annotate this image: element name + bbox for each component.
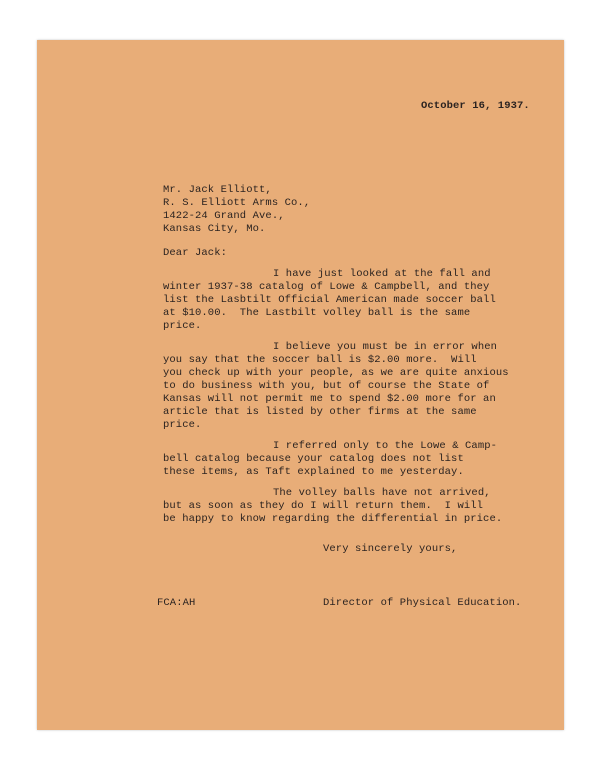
paragraph-1-line: list the Lasbtilt Official American made soccer ball xyxy=(163,294,496,306)
paragraph-2-line: price. xyxy=(163,419,202,431)
paragraph-2-line: I believe you must be in error when xyxy=(273,341,498,353)
paragraph-1-line: price. xyxy=(163,320,202,332)
paragraph-2-line: you say that the soccer ball is $2.00 more. Will xyxy=(163,354,477,366)
paragraph-2-line: you check up with your people, as we are quite anxious xyxy=(163,367,509,379)
address-line-1: Mr. Jack Elliott, xyxy=(163,184,272,196)
paragraph-1-line: I have just looked at the fall and xyxy=(273,268,491,280)
paragraph-4-line: be happy to know regarding the differential in price. xyxy=(163,513,503,525)
signature-title: Director of Physical Education. xyxy=(323,597,522,609)
paragraph-4-line: but as soon as they do I will return them. I will xyxy=(163,500,484,512)
paragraph-3-line: I referred only to the Lowe & Camp- xyxy=(273,440,498,452)
paragraph-2-line: to do business with you, but of course the State of xyxy=(163,380,490,392)
paragraph-2-line: article that is listed by other firms at the same xyxy=(163,406,477,418)
salutation: Dear Jack: xyxy=(163,247,228,259)
paragraph-2-line: Kansas will not permit me to spend $2.00 more for an xyxy=(163,393,496,405)
paragraph-3-line: these items, as Taft explained to me yesterday. xyxy=(163,466,464,478)
typist-initials: FCA:AH xyxy=(157,597,196,609)
letter-date: October 16, 1937. xyxy=(421,100,530,112)
paragraph-1-line: at $10.00. The Lastbilt volley ball is the same xyxy=(163,307,471,319)
paragraph-3-line: bell catalog because your catalog does not list xyxy=(163,453,464,465)
paragraph-4-line: The volley balls have not arrived, xyxy=(273,487,491,499)
address-line-4: Kansas City, Mo. xyxy=(163,223,266,235)
paragraph-1-line: winter 1937-38 catalog of Lowe & Campbell, and they xyxy=(163,281,490,293)
address-line-2: R. S. Elliott Arms Co., xyxy=(163,197,311,209)
closing: Very sincerely yours, xyxy=(323,543,458,555)
address-line-3: 1422-24 Grand Ave., xyxy=(163,210,285,222)
